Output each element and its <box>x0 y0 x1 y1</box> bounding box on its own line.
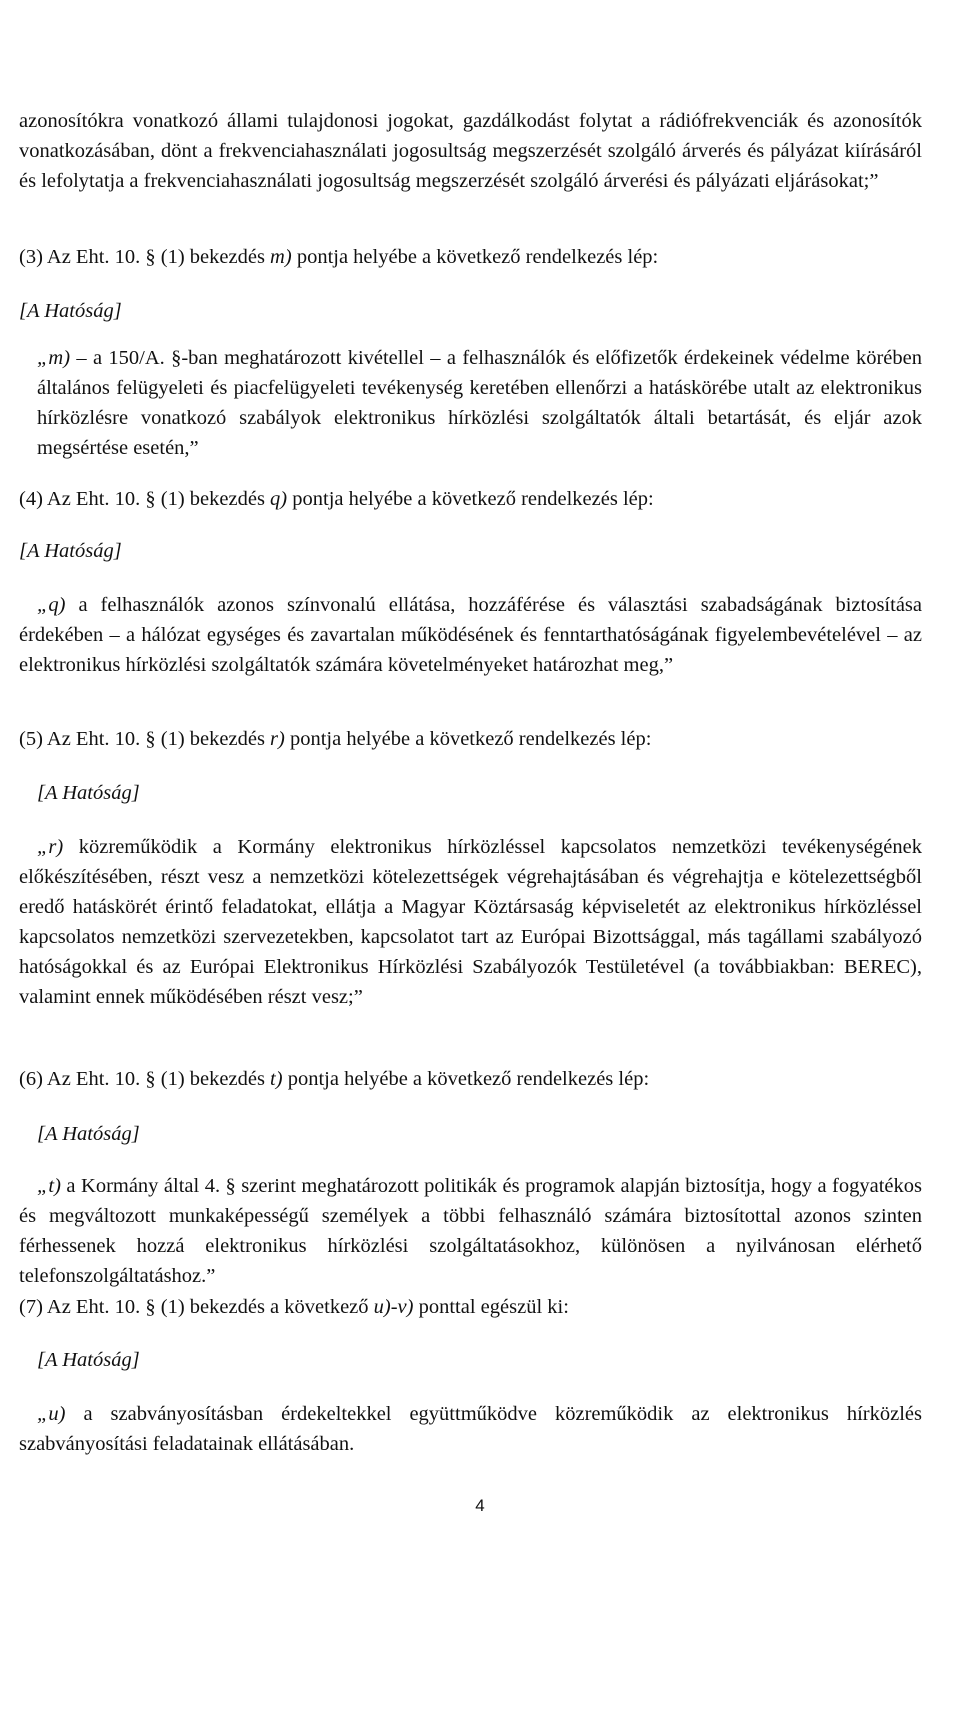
section-3-heading <box>19 242 658 272</box>
body-text: a Kormány által 4. § szerint meghatározott politikák és programok alapján biztosítja, hogy a fogyatékos és megváltozott munkaképességű személyek a többi felhasználó számára biztosítottal azonos szinten férhessenek hozzá elektronikus hírközlési szolgáltatásokhoz, különösen a nyilvánosan elérhető telefonszolgáltatáshoz.” <box>19 1175 922 1287</box>
point-label: m) <box>270 246 292 268</box>
section-6-reference: [A Hatóság] <box>37 1123 140 1145</box>
section-6-body <box>19 1171 922 1291</box>
heading-text: (4) Az Eht. 10. § (1) bekezdés <box>19 488 271 510</box>
section-4-heading <box>19 484 654 514</box>
section-3-body <box>37 343 922 463</box>
point-label: t) <box>270 1068 283 1090</box>
heading-text: ponttal egészül ki: <box>413 1296 569 1318</box>
section-7-body <box>19 1399 922 1459</box>
page-number: 4 <box>475 1496 485 1515</box>
point-open: „r) <box>37 836 64 858</box>
point-label: q) <box>270 488 288 510</box>
point-open: „m) <box>37 347 71 369</box>
section-4-reference: [A Hatóság] <box>19 540 122 562</box>
heading-text: (6) Az Eht. 10. § (1) bekezdés <box>19 1068 271 1090</box>
point-open: „t) <box>37 1175 61 1197</box>
section-7-heading <box>19 1292 569 1322</box>
body-text: a szabványosításban érdekeltekkel együttműködve közreműködik az elektronikus hírközlés szabványosítási feladatainak ellátásában. <box>19 1403 922 1455</box>
point-label: r) <box>270 728 285 750</box>
heading-text: (7) Az Eht. 10. § (1) bekezdés a következő <box>19 1296 374 1318</box>
section-5-heading <box>19 724 651 754</box>
heading-text: pontja helyébe a következő rendelkezés lép: <box>287 488 654 510</box>
heading-text: pontja helyébe a következő rendelkezés lép: <box>282 1068 650 1090</box>
point-open: „q) <box>37 594 66 616</box>
section-7-reference: [A Hatóság] <box>37 1349 140 1371</box>
section-5-reference: [A Hatóság] <box>37 782 140 804</box>
heading-text: pontja helyébe a következő rendelkezés lép: <box>291 246 659 268</box>
body-text: a felhasználók azonos színvonalú ellátása, hozzáférése és választási szabadságának biztosítása érdekében – a hálózat egységes és zavartalan működésének és fenntarthatóságának figyelembevételével – az elektronikus hírközlési szolgáltatók számára követelményeket határozhat meg,” <box>19 594 922 676</box>
point-open: „u) <box>37 1403 66 1425</box>
heading-text: (3) Az Eht. 10. § (1) bekezdés <box>19 246 271 268</box>
section-6-heading <box>19 1064 649 1094</box>
section-5-body <box>19 832 922 1012</box>
heading-text: (5) Az Eht. 10. § (1) bekezdés <box>19 728 271 750</box>
paragraph-continuation: azonosítókra vonatkozó állami tulajdonosi jogokat, gazdálkodást folytat a rádiófrekvenciák és azonosítók vonatkozásában, dönt a frekvenciahasználati jogosultság megszerzését szolgáló árverés és pályázat kiírásáról és lefolytatja a frekvenciahasználati jogosultság megszerzését szolgáló árverési és pályázati eljárásokat;” <box>19 110 922 192</box>
section-4-body <box>19 590 922 680</box>
point-label: u)-v) <box>373 1296 414 1318</box>
body-text: közreműködik a Kormány elektronikus hírközléssel kapcsolatos nemzetközi tevékenységének előkészítésében, részt vesz a nemzetközi kötelezettségek végrehajtásában és végrehajtja e kötelezettségből eredő hatáskörét érintő feladatokat, ellátja a Magyar Köztársaság képviseletét az elektronikus hírközléssel kapcsolatos nemzetközi szervezetekben, kapcsolatot tart az Európai Bizottsággal, más tagállami szabályozó hatóságokkal és az Európai Elektronikus Hírközlési Szabályozók Testületével (a továbbiakban: BEREC), valamint ennek működésében részt vesz;” <box>19 836 922 1008</box>
section-3-reference: [A Hatóság] <box>19 300 122 322</box>
heading-text: pontja helyébe a következő rendelkezés lép: <box>284 728 652 750</box>
body-text: – a 150/A. §-ban meghatározott kivétellel – a felhasználók és előfizetők érdekeinek védelme körében általános felügyeleti és piacfelügyeleti tevékenység keretében ellenőrzi a hatáskörébe utalt az elektronikus hírközlésre vonatkozó szabályok elektronikus hírközlési szolgáltatók általi betartását, és eljár azok megsértése esetén,” <box>37 347 922 459</box>
